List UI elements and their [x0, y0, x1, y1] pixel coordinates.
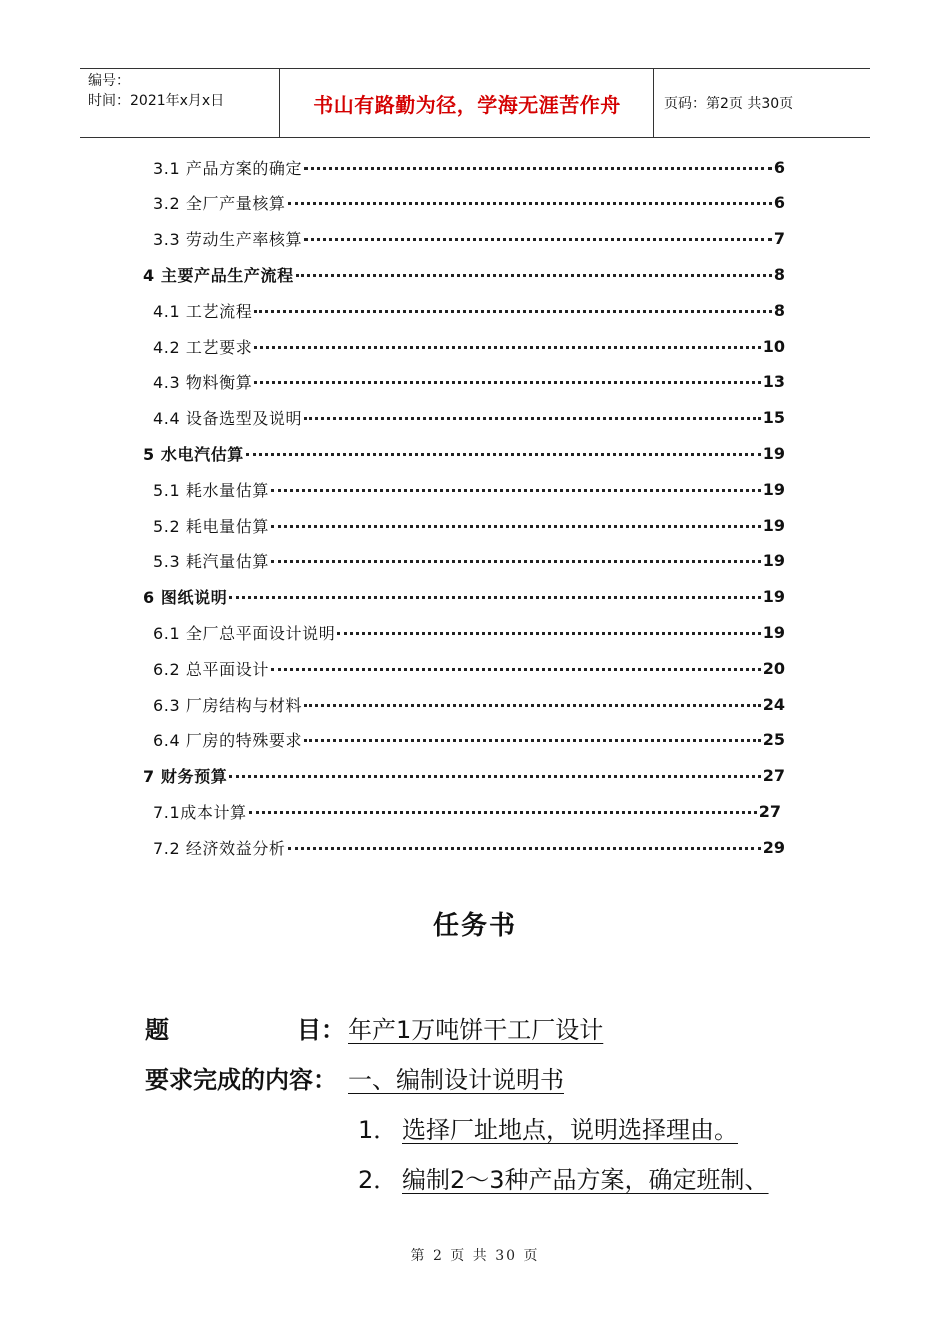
toc-entry-page: 8	[773, 264, 785, 284]
toc-entry-page: 13	[762, 372, 785, 392]
toc-entry-page: 19	[762, 515, 785, 535]
header-meta	[80, 69, 280, 137]
toc-entry[interactable]	[153, 475, 785, 503]
toc-entry[interactable]	[153, 296, 785, 324]
toc-entry-page: 19	[762, 443, 785, 463]
item-number: 1．	[358, 1116, 398, 1144]
document-header	[80, 68, 870, 138]
toc-entry-page: 29	[762, 837, 785, 857]
toc-entry[interactable]	[143, 583, 785, 611]
toc-leader-dots	[254, 346, 760, 349]
toc-leader-dots	[229, 596, 760, 599]
toc-entry-page: 19	[762, 479, 785, 499]
toc-entry-page: 15	[762, 408, 785, 428]
serial-label: 编号：	[88, 73, 130, 89]
toc-entry-label: 7 财务预算	[143, 767, 228, 787]
toc-leader-dots	[249, 811, 757, 814]
toc-entry-label: 6.2 总平面设计	[153, 659, 269, 679]
toc-entry-page: 19	[762, 551, 785, 571]
toc-entry[interactable]	[143, 762, 785, 790]
toc-entry-label: 7.2 经济效益分析	[153, 838, 286, 858]
toc-leader-dots	[254, 381, 760, 384]
content-value: 一、编制设计说明书	[348, 1066, 564, 1094]
toc-entry-label: 3.2 全厂产量核算	[153, 194, 286, 214]
toc-entry-label: 6.4 厂房的特殊要求	[153, 731, 303, 751]
toc-entry[interactable]	[153, 618, 785, 646]
toc-entry-page: 20	[762, 658, 785, 678]
toc-entry[interactable]	[153, 225, 785, 253]
toc-entry-label: 4 主要产品生产流程	[143, 265, 294, 285]
toc-entry-page: 27	[762, 766, 785, 786]
toc-entry[interactable]	[153, 332, 785, 360]
list-item	[358, 1110, 808, 1144]
toc-entry-label: 3.3 劳动生产率核算	[153, 230, 303, 250]
item-text: 选择厂址地点，说明选择理由。	[402, 1116, 738, 1144]
topic-key-1: 题	[145, 1016, 169, 1044]
topic-value: 年产1万吨饼干工厂设计	[348, 1016, 604, 1044]
toc-leader-dots	[304, 238, 772, 241]
toc-leader-dots	[304, 167, 772, 170]
toc-entry-page: 27	[758, 801, 781, 821]
content-field	[145, 1060, 845, 1094]
toc-entry-page: 10	[762, 336, 785, 356]
toc-entry[interactable]	[153, 797, 781, 825]
toc-entry-label: 5.3 耗汽量估算	[153, 552, 269, 572]
header-motto: 书山有路勤为径，学海无涯苦作舟	[281, 69, 654, 137]
page-footer: 第 2 页 共 30 页	[410, 1248, 540, 1264]
toc-entry[interactable]	[143, 439, 785, 467]
toc-entry[interactable]	[153, 690, 785, 718]
topic-key-2: 目：	[297, 1016, 345, 1044]
toc-leader-dots	[337, 632, 760, 635]
toc-entry-page: 25	[762, 730, 785, 750]
toc-leader-dots	[288, 847, 761, 850]
toc-leader-dots	[271, 668, 761, 671]
toc-entry-page: 24	[762, 694, 785, 714]
header-page-info: 页码：第2页 共30页	[664, 96, 794, 112]
content-key: 要求完成的内容：	[145, 1066, 337, 1094]
toc-entry-page: 8	[773, 300, 785, 320]
toc-leader-dots	[254, 310, 772, 313]
toc-entry-page: 7	[773, 229, 785, 249]
toc-entry[interactable]	[153, 654, 785, 682]
toc-entry-label: 4.4 设备选型及说明	[153, 409, 303, 429]
toc-leader-dots	[246, 453, 761, 456]
toc-entry[interactable]	[153, 726, 785, 754]
task-book-title: 任务书	[432, 911, 517, 941]
toc-leader-dots	[304, 417, 761, 420]
toc-entry-label: 7.1成本计算	[153, 802, 247, 822]
toc-entry[interactable]	[153, 511, 785, 539]
toc-leader-dots	[288, 202, 772, 205]
toc-entry[interactable]	[153, 404, 785, 432]
toc-entry-label: 6 图纸说明	[143, 588, 228, 608]
toc-entry-page: 6	[773, 193, 785, 213]
toc-leader-dots	[304, 739, 761, 742]
toc-entry-label: 5 水电汽估算	[143, 444, 244, 464]
toc-entry-label: 4.2 工艺要求	[153, 337, 253, 357]
time-label: 时间：2021年x月x日	[88, 93, 225, 109]
toc-entry-label: 6.3 厂房结构与材料	[153, 695, 303, 715]
toc-leader-dots	[304, 704, 761, 707]
toc-entry[interactable]	[153, 189, 785, 217]
topic-field	[145, 1010, 845, 1044]
list-item	[358, 1160, 808, 1194]
toc-leader-dots	[296, 274, 772, 277]
toc-entry[interactable]	[153, 368, 785, 396]
item-number: 2．	[358, 1166, 398, 1194]
toc-entry[interactable]	[153, 547, 785, 575]
toc-entry-label: 5.2 耗电量估算	[153, 516, 269, 536]
toc-entry-page: 6	[773, 157, 785, 177]
toc-leader-dots	[271, 489, 761, 492]
toc-entry[interactable]	[153, 833, 785, 861]
toc-leader-dots	[229, 775, 760, 778]
toc-entry-page: 19	[762, 622, 785, 642]
item-text: 编制2～3种产品方案，确定班制、	[402, 1166, 769, 1194]
toc-entry-label: 4.3 物料衡算	[153, 373, 253, 393]
toc-entry-label: 6.1 全厂总平面设计说明	[153, 623, 336, 643]
toc-leader-dots	[271, 525, 761, 528]
toc-entry-label: 5.1 耗水量估算	[153, 480, 269, 500]
toc-entry-page: 19	[762, 587, 785, 607]
toc-entry[interactable]	[143, 260, 785, 288]
toc-entry-label: 4.1 工艺流程	[153, 301, 253, 321]
toc-entry-label: 3.1 产品方案的确定	[153, 158, 303, 178]
toc-leader-dots	[271, 560, 761, 563]
toc-entry[interactable]	[153, 153, 785, 181]
